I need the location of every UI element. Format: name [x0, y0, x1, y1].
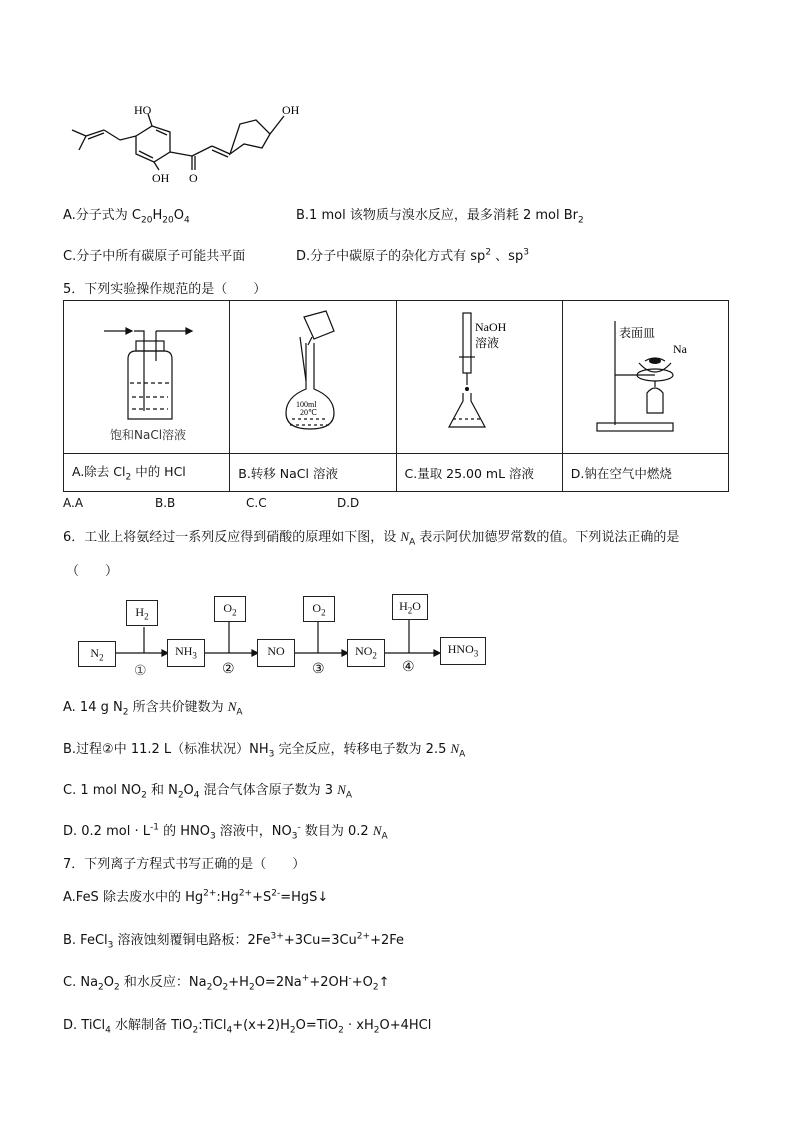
box-h2: $H_2$: [126, 600, 158, 626]
q6-option-a[interactable]: A. 14 g $N_2$ 所含共价键数为 $N_A$: [63, 699, 243, 718]
q6-option-b[interactable]: B.过程②中 11.2 L（标准状况）$NH_3$ 完全反应，转移电子数为 2.5 $N_A$: [63, 741, 466, 760]
q5-answer-d[interactable]: D.D: [337, 496, 360, 510]
q4-option-b[interactable]: B.1 mol 该物质与溴水反应，最多消耗 2 mol $Br_2$: [296, 208, 584, 226]
flask-temp-label: 20℃: [300, 408, 318, 417]
box-o2-b: $O_2$: [303, 596, 335, 622]
box-hno3: $HNO_3$: [440, 637, 486, 665]
q7-option-c[interactable]: C. $Na_2O_2$ 和水反应：$Na_2O_2+H_2O=2Na^++2OH^-+O_2↑$: [63, 973, 390, 993]
substituent-oh-bottom: OH: [152, 171, 170, 185]
watch-glass-label: 表面皿: [618, 326, 655, 340]
box-n2: $N_2$: [78, 641, 116, 667]
sodium-burning-figure: [563, 301, 729, 449]
q6-option-d[interactable]: D. 0.2 mol · $L^{-1}$ 的 $HNO_3$ 溶液中，$NO_3^-$ 数目为 0.2 $N_A$: [63, 822, 388, 842]
q6-stem-line1: 6．工业上将氨经过一系列反应得到硝酸的原理如下图，设 $N_A$ 表示阿伏加德罗常数的值。下列说法正确的是: [63, 529, 680, 548]
step-1-label: ①: [134, 663, 147, 679]
box-no: NO: [257, 639, 295, 667]
cell-image-d: [562, 301, 728, 454]
q6-stem-line2: （ ）: [66, 564, 119, 579]
cell-image-a: [64, 301, 230, 454]
caption-a: A.除去 $Cl_2$ 中的 HCl: [64, 454, 230, 492]
box-o2-a: $O_2$: [214, 596, 246, 622]
cell-image-c: [396, 301, 562, 454]
burette-figure: [397, 301, 562, 449]
q4-option-a[interactable]: A.分子式为 $C_{20}H_{20}O_4$: [63, 208, 190, 226]
step-3-label: ③: [312, 661, 325, 677]
chalcone-structure: [64, 92, 314, 187]
box-nh3: $NH_3$: [167, 639, 205, 667]
q7-stem: 7．下列离子方程式书写正确的是（ ）: [63, 857, 306, 872]
substituent-oh-right: OH: [282, 103, 300, 117]
naoh-label: NaOH: [474, 320, 506, 334]
q7-option-b[interactable]: B. FeCl$_3$ 溶液蚀刻覆铜电路板：$2Fe^{3+}+3Cu=3Cu^{2+}+2Fe$: [63, 931, 405, 951]
q4-option-d[interactable]: D.分子中碳原子的杂化方式有 $sp^2$ 、$sp^3$: [296, 247, 529, 264]
caption-c: C.量取 25.00 mL 溶液: [396, 454, 562, 492]
q7-option-a[interactable]: A.FeS 除去废水中的 $Hg^{2+}:Hg^{2+}+S^{2-}=HgS↓$: [63, 888, 329, 905]
q4-option-c[interactable]: C.分子中所有碳原子可能共平面: [63, 249, 246, 264]
carbonyl-oxygen: O: [189, 171, 198, 185]
sodium-label: Na: [672, 342, 687, 356]
q5-answer-b[interactable]: B.B: [155, 496, 176, 510]
flask-volume-label: 100ml: [296, 400, 317, 409]
cell-image-b: [230, 301, 396, 454]
q5-answer-c[interactable]: C.C: [246, 496, 267, 510]
q5-stem: 5．下列实验操作规范的是（ ）: [63, 282, 267, 297]
step-2-label: ②: [222, 661, 235, 677]
q7-option-d[interactable]: D. TiCl$_4$ 水解制备 $TiO_2:TiCl_4+(x+2)H_2O=TiO_2 \cdot xH_2O+4HCl$: [63, 1018, 432, 1036]
q5-answer-a[interactable]: A.A: [63, 496, 84, 510]
saline-label: 饱和NaCl溶液: [110, 428, 187, 442]
gas-washing-bottle-figure: [64, 301, 229, 449]
caption-b: B.转移 NaCl 溶液: [230, 454, 396, 492]
caption-d: D.钠在空气中燃烧: [562, 454, 728, 492]
volumetric-flask-figure: [230, 301, 395, 449]
step-4-label: ④: [402, 659, 415, 675]
substituent-ho-top: HO: [134, 103, 152, 117]
apparatus-table: [63, 300, 729, 492]
box-no2: $NO_2$: [347, 639, 385, 667]
box-h2o: $H_2O$: [392, 594, 428, 620]
solution-label: 溶液: [474, 336, 499, 350]
q6-option-c[interactable]: C. 1 mol $NO_2$ 和 $N_2O_4$ 混合气体含原子数为 3 $N_A$: [63, 782, 353, 801]
